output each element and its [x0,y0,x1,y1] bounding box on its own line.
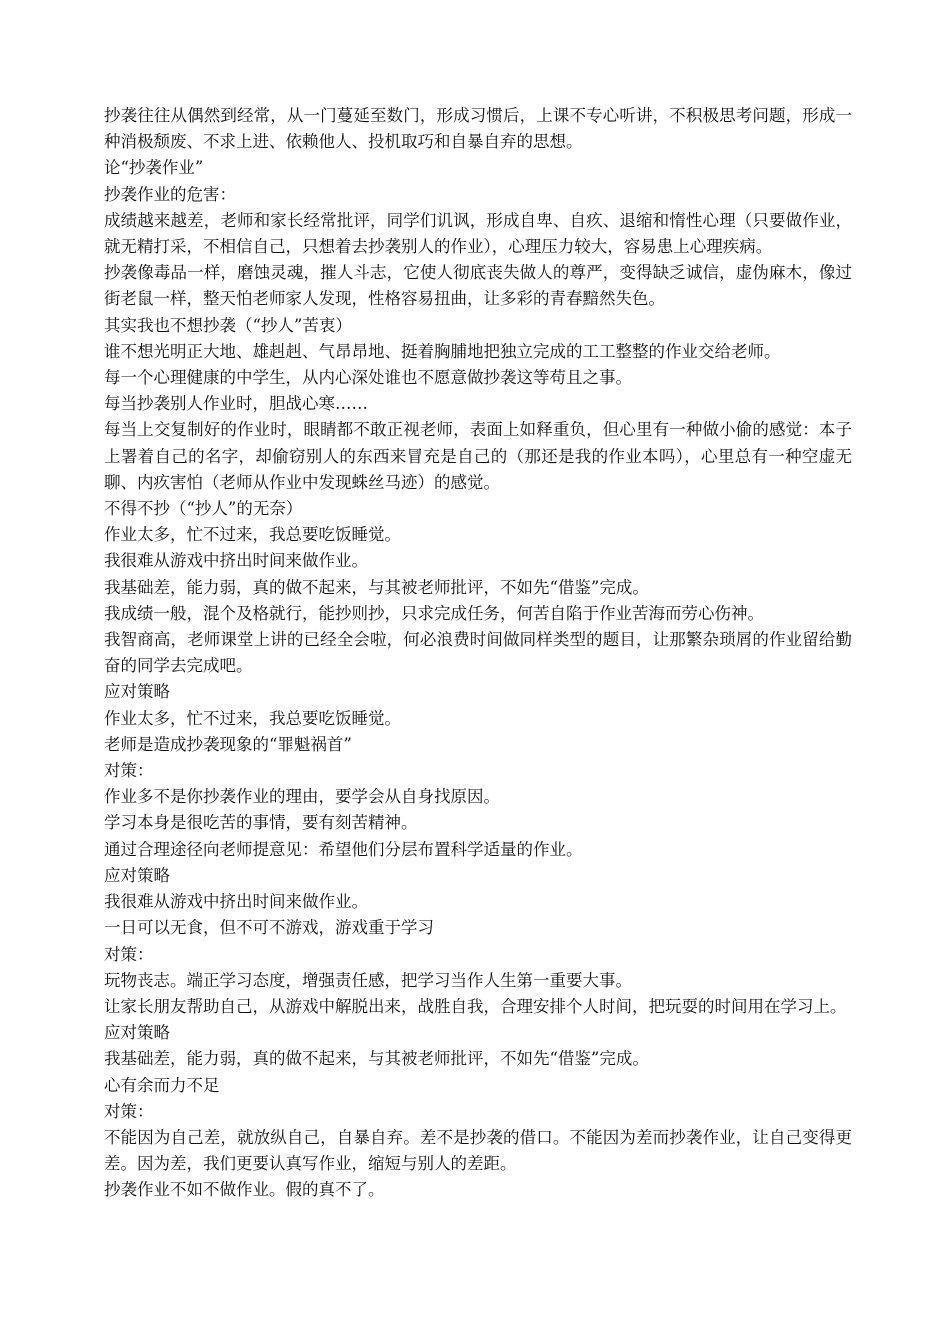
paragraph: 论“抄袭作业” [104,158,204,178]
paragraph: 抄袭像毒品一样，磨蚀灵魂，摧人斗志，它使人彻底丧失做人的尊严，变得缺乏诚信，虚伪麻木，像过街老鼠一样，整天怕老师家人发现，性格容易扭曲，让多彩的青春黯然失色。 [104,263,852,309]
paragraph: 应对策略 [104,1023,170,1043]
paragraph: 抄袭作业的危害： [104,184,236,204]
paragraph: 让家长朋友帮助自己，从游戏中解脱出来，战胜自我，合理安排个人时间，把玩耍的时间用在学习上。 [104,996,847,1016]
paragraph: 对策： [104,1101,154,1121]
paragraph: 不能因为自己差，就放纵自己，自暴自弃。差不是抄袭的借口。不能因为差而抄袭作业，让自己变得更差。因为差，我们更要认真写作业，缩短与别人的差距。 [104,1127,852,1174]
paragraph: 学习本身是很吃苦的事情，要有刻苦精神。 [104,813,418,833]
paragraph: 作业多不是你抄袭作业的理由，要学会从自身找原因。 [104,787,500,807]
paragraph: 一日可以无食，但不可不游戏，游戏重于学习 [104,918,434,938]
paragraph: 作业太多，忙不过来，我总要吃饭睡觉。 [104,525,401,545]
paragraph: 我很难从游戏中挤出时间来做作业。 [104,551,368,571]
paragraph: 应对策略 [104,682,170,702]
paragraph: 我基础差，能力弱，真的做不起来，与其被老师批评，不如先“借鉴”完成。 [104,1049,649,1069]
paragraph: 我很难从游戏中挤出时间来做作业。 [104,892,368,912]
paragraph: 抄袭往往从偶然到经常，从一门蔓延至数门，形成习惯后，上课不专心听讲，不积极思考问题，形成一种消极颓废、不求上进、依赖他人、投机取巧和自暴自弃的思想。 [104,106,852,152]
paragraph: 抄袭作业不如不做作业。假的真不了。 [104,1180,385,1200]
paragraph: 心有余而力不足 [104,1075,220,1095]
paragraph: 对策： [104,761,154,781]
paragraph: 作业太多，忙不过来，我总要吃饭睡觉。 [104,708,401,728]
paragraph: 成绩越来越差，老师和家长经常批评，同学们讥讽，形成自卑、自疚、退缩和惰性心理（只要做作业，就无精打采，不相信自己，只想着去抄袭别人的作业），心理压力较大，容易患上心理疾病。 [104,210,852,257]
paragraph: 谁不想光明正大地、雄赳赳、气昂昂地、挺着胸脯地把独立完成的工工整整的作业交给老师。 [104,341,781,361]
paragraph: 每一个心理健康的中学生，从内心深处谁也不愿意做抄袭这等苟且之事。 [104,368,632,388]
paragraph: 每当抄袭别人作业时，胆战心寒…… [104,394,368,414]
paragraph: 每当上交复制好的作业时，眼睛都不敢正视老师，表面上如释重负，但心里有一种做小偷的感觉：本子上署着自己的名字，却偷窃别人的东西来冒充是自己的（那还是我的作业本吗），心里总有一种空虚无聊、内疚害怕（老师从作业中发现蛛丝马迹）的感觉。 [104,420,852,492]
paragraph: 对策： [104,944,154,964]
document-page [104,103,852,1204]
paragraph: 玩物丧志。端正学习态度，增强责任感，把学习当作人生第一重要大事。 [104,970,632,990]
paragraph: 通过合理途径向老师提意见：希望他们分层布置科学适量的作业。 [104,839,583,859]
paragraph: 不得不抄（“抄人”的无奈） [104,499,303,519]
paragraph: 老师是造成抄袭现象的“罪魁祸首” [104,734,352,754]
paragraph: 我智商高，老师课堂上讲的已经全会啦，何必浪费时间做同样类型的题目，让那繁杂琐屑的作业留给勤奋的同学去完成吧。 [104,630,852,676]
paragraph: 其实我也不想抄袭（“抄人”苦衷） [104,315,352,335]
paragraph: 我成绩一般，混个及格就行，能抄则抄，只求完成任务，何苦自陷于作业苦海而劳心伤神。 [104,603,764,623]
paragraph: 应对策略 [104,865,170,885]
paragraph: 我基础差，能力弱，真的做不起来，与其被老师批评，不如先“借鉴”完成。 [104,577,649,597]
